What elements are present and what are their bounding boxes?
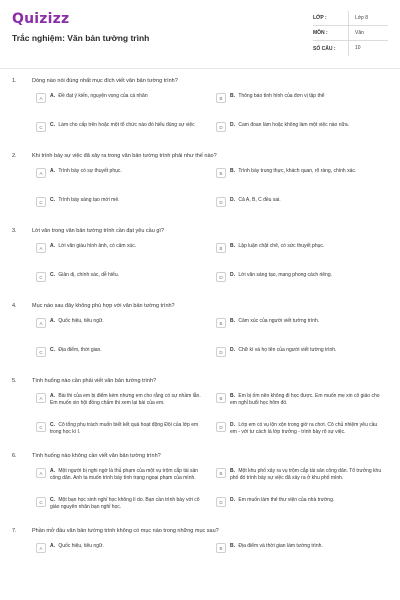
option-text-wrap bbox=[230, 422, 384, 436]
option-letter: A. bbox=[50, 393, 55, 399]
option-letter: D. bbox=[230, 197, 235, 203]
option-letter-badge: B bbox=[216, 543, 226, 553]
option-letter: C. bbox=[50, 197, 55, 203]
option-letter: B. bbox=[230, 168, 235, 174]
option-text: Em muốn làm thẻ thư viện của nhà trường. bbox=[238, 497, 335, 503]
page-title: Trắc nghiệm: Văn bản tường trình bbox=[12, 33, 150, 43]
option-text: Quốc hiệu, tiêu ngữ. bbox=[58, 543, 104, 549]
question-number: 5. bbox=[12, 378, 17, 384]
question-list bbox=[0, 78, 400, 574]
answer-option-a[interactable] bbox=[32, 165, 208, 189]
answer-options bbox=[12, 390, 388, 443]
question-4 bbox=[0, 303, 400, 368]
option-text-wrap bbox=[230, 318, 319, 325]
answer-option-a[interactable] bbox=[32, 240, 208, 264]
answer-options bbox=[12, 165, 388, 218]
option-text-wrap bbox=[230, 93, 324, 100]
option-text: Một người bị nghi ngờ là thủ phạm của một vụ trộm cắp tài sản công dân. Anh ta muốn trình bày tình trạng ngoại phạm của mình. bbox=[50, 468, 199, 481]
option-text-wrap bbox=[230, 543, 323, 550]
option-text-wrap bbox=[50, 422, 204, 436]
option-letter: C. bbox=[50, 422, 55, 428]
question-number: 7. bbox=[12, 528, 17, 534]
meta-label: SỐ CÂU : bbox=[313, 45, 336, 52]
option-text: Lập luận chặt chẽ, có sức thuyết phục. bbox=[238, 243, 325, 249]
option-text: Làm cho cấp trên hoặc một tổ chức nào đó hiểu đúng sự việc bbox=[58, 122, 195, 128]
option-letter-badge: D bbox=[216, 272, 226, 282]
question-header bbox=[12, 528, 388, 534]
option-letter: B. bbox=[230, 318, 235, 324]
question-2 bbox=[0, 153, 400, 218]
option-text-wrap bbox=[50, 497, 204, 511]
option-text-wrap bbox=[230, 497, 334, 504]
question-text: Lời văn trong văn bản tường trình cần đạt yêu cầu gì? bbox=[32, 228, 164, 234]
option-text: Địa điểm, thời gian. bbox=[58, 347, 102, 353]
question-6 bbox=[0, 453, 400, 518]
option-letter-badge: A bbox=[36, 243, 46, 253]
answer-option-d[interactable] bbox=[212, 419, 388, 443]
option-letter-badge: C bbox=[36, 497, 46, 507]
answer-option-d[interactable] bbox=[212, 119, 388, 143]
option-letter: D. bbox=[230, 497, 235, 503]
question-header bbox=[12, 453, 388, 459]
option-letter-badge: A bbox=[36, 468, 46, 478]
meta-table bbox=[313, 11, 388, 56]
option-letter-badge: C bbox=[36, 272, 46, 282]
meta-row-grade bbox=[313, 11, 388, 26]
option-letter: C. bbox=[50, 347, 55, 353]
option-letter: D. bbox=[230, 422, 235, 428]
answer-option-a[interactable] bbox=[32, 390, 208, 414]
meta-row-count bbox=[313, 41, 388, 56]
option-text-wrap bbox=[50, 347, 102, 354]
question-text: Mục nào sau đây không phù hợp với văn bản tường trình? bbox=[32, 303, 175, 309]
answer-option-a[interactable] bbox=[32, 465, 208, 489]
answer-option-b[interactable] bbox=[212, 465, 388, 489]
answer-options bbox=[12, 315, 388, 368]
option-text: Lớp em có vụ lộn xộn trong giờ ra chơi. Cô chủ nhiệm yêu cầu em - với tư cách là lớp trưởng - trình bày rõ sự việc. bbox=[230, 422, 378, 435]
worksheet-header bbox=[0, 0, 400, 68]
option-text: Trình bày có sự thuyết phục. bbox=[58, 168, 122, 174]
option-letter-badge: C bbox=[36, 197, 46, 207]
option-letter-badge: C bbox=[36, 122, 46, 132]
option-text: Cảm xúc của người viết tường trình. bbox=[238, 318, 320, 324]
option-letter-badge: B bbox=[216, 468, 226, 478]
option-letter-badge: B bbox=[216, 318, 226, 328]
answer-option-a[interactable] bbox=[32, 315, 208, 339]
option-letter: A. bbox=[50, 168, 55, 174]
answer-options bbox=[12, 465, 388, 518]
answer-option-d[interactable] bbox=[212, 194, 388, 218]
question-3 bbox=[0, 228, 400, 293]
question-number: 2. bbox=[12, 153, 17, 159]
option-letter-badge: D bbox=[216, 422, 226, 432]
option-letter: D. bbox=[230, 122, 235, 128]
option-letter-badge: C bbox=[36, 347, 46, 357]
option-letter: A. bbox=[50, 243, 55, 249]
option-text-wrap bbox=[230, 347, 336, 354]
question-text: Khi trình bày sự việc đã xảy ra trong văn bản tường trình phải như thế nào? bbox=[32, 153, 217, 159]
option-letter: B. bbox=[230, 393, 235, 399]
question-5 bbox=[0, 378, 400, 443]
option-letter-badge: D bbox=[216, 122, 226, 132]
answer-option-a[interactable] bbox=[32, 540, 208, 564]
option-letter: A. bbox=[50, 318, 55, 324]
option-text-wrap bbox=[50, 93, 148, 100]
option-text: Trình bày trung thực, khách quan, rõ ràng, chính xác. bbox=[238, 168, 357, 174]
answer-option-c[interactable] bbox=[32, 419, 208, 443]
answer-options bbox=[12, 240, 388, 293]
question-text: Phần mở đầu văn bản tường trình không có mục nào trong những mục sau? bbox=[32, 528, 219, 534]
option-letter-badge: B bbox=[216, 93, 226, 103]
meta-label: MÔN : bbox=[313, 30, 328, 36]
option-letter-badge: D bbox=[216, 197, 226, 207]
answer-option-d[interactable] bbox=[212, 344, 388, 368]
option-letter: C. bbox=[50, 122, 55, 128]
meta-value: Văn bbox=[348, 26, 388, 41]
option-text: Một khu phố xảy ra vụ trộm cắp tài sản công dân. Tổ trưởng khu phố đó trình bày sự việc đã xảy ra ở khu phố mình. bbox=[230, 468, 382, 481]
option-text: Thông báo tình hình của đơn vị tập thể bbox=[238, 93, 325, 99]
option-letter: B. bbox=[230, 543, 235, 549]
answer-option-a[interactable] bbox=[32, 90, 208, 114]
option-text-wrap bbox=[50, 318, 104, 325]
answer-option-c[interactable] bbox=[32, 194, 208, 218]
option-text: Quốc hiệu, tiêu ngữ. bbox=[58, 318, 104, 324]
option-letter: C. bbox=[50, 497, 55, 503]
option-letter: D. bbox=[230, 272, 235, 278]
option-text: Cả A, B, C đều sai. bbox=[238, 197, 281, 203]
option-text: Trình bày sáng tạo mới mẻ. bbox=[58, 197, 120, 203]
option-text-wrap bbox=[230, 272, 332, 279]
option-text-wrap bbox=[230, 468, 384, 482]
answer-option-b[interactable] bbox=[212, 90, 388, 114]
option-text-wrap bbox=[50, 168, 122, 175]
option-text-wrap bbox=[50, 468, 204, 482]
option-letter: A. bbox=[50, 543, 55, 549]
answer-option-b[interactable] bbox=[212, 315, 388, 339]
option-text-wrap bbox=[230, 243, 324, 250]
option-text: Một bạn học sinh nghỉ học không lí do. Bạn cần trình bày với cô giáo nguyên nhân bạn nghỉ học. bbox=[50, 497, 200, 510]
option-text: Chữ kí và họ tên của người viết tường trình. bbox=[238, 347, 337, 353]
question-7 bbox=[0, 528, 400, 564]
option-text-wrap bbox=[50, 543, 104, 550]
question-number: 6. bbox=[12, 453, 17, 459]
option-text-wrap bbox=[50, 243, 136, 250]
question-header bbox=[12, 378, 388, 384]
answer-option-d[interactable] bbox=[212, 494, 388, 518]
option-text: Đề đạt ý kiến, nguyện vọng của cá nhân bbox=[58, 93, 148, 99]
answer-option-c[interactable] bbox=[32, 269, 208, 293]
option-letter-badge: B bbox=[216, 393, 226, 403]
question-number: 1. bbox=[12, 78, 17, 84]
question-number: 4. bbox=[12, 303, 17, 309]
question-text: Tình huống nào cần phải viết văn bản tường trình? bbox=[32, 378, 157, 384]
option-letter: B. bbox=[230, 93, 235, 99]
answer-options bbox=[12, 540, 388, 564]
answer-option-b[interactable] bbox=[212, 165, 388, 189]
option-letter: C. bbox=[50, 272, 55, 278]
quizizz-logo[interactable]: Quizizz bbox=[12, 11, 70, 27]
meta-value: Lớp 8 bbox=[348, 11, 388, 26]
question-number: 3. bbox=[12, 228, 17, 234]
option-text-wrap bbox=[230, 168, 356, 175]
option-text-wrap bbox=[50, 393, 204, 407]
option-letter-badge: A bbox=[36, 93, 46, 103]
question-text: Tình huống nào không cần viết văn bản tường trình? bbox=[32, 453, 161, 459]
meta-label: LỚP : bbox=[313, 15, 327, 21]
meta-value: 10 bbox=[348, 41, 388, 56]
answer-option-b[interactable] bbox=[212, 390, 388, 414]
option-text: Lời văn giàu hình ảnh, có cảm xúc. bbox=[58, 243, 137, 249]
option-text: Cô tổng phụ trách muốn biết kết quả hoạt động Đội của lớp em trong học kì I. bbox=[50, 422, 199, 435]
option-letter-badge: A bbox=[36, 168, 46, 178]
question-header bbox=[12, 153, 388, 159]
option-text: Lời văn sáng tạo, mang phong cách riêng. bbox=[238, 272, 333, 278]
option-letter: D. bbox=[230, 347, 235, 353]
question-1 bbox=[0, 78, 400, 143]
question-text: Dòng nào nói đúng nhất mục đích viết văn bản tường trình? bbox=[32, 78, 178, 84]
option-text: Em bị ốm nên không đi học được. Em muốn mẹ xin cô giáo cho em nghỉ buổi học hôm đó. bbox=[230, 393, 380, 406]
question-header bbox=[12, 303, 388, 309]
option-letter: A. bbox=[50, 93, 55, 99]
answer-options bbox=[12, 90, 388, 143]
header-divider bbox=[0, 68, 400, 69]
option-letter-badge: D bbox=[216, 347, 226, 357]
option-text-wrap bbox=[50, 272, 119, 279]
meta-row-subject bbox=[313, 26, 388, 41]
answer-option-b[interactable] bbox=[212, 240, 388, 264]
option-text-wrap bbox=[50, 197, 120, 204]
option-letter-badge: C bbox=[36, 422, 46, 432]
option-text: Giản dị, chính xác, dễ hiểu. bbox=[58, 272, 119, 278]
option-letter: B. bbox=[230, 243, 235, 249]
option-letter-badge: A bbox=[36, 543, 46, 553]
option-text-wrap bbox=[230, 393, 384, 407]
option-text-wrap bbox=[230, 197, 281, 204]
option-letter-badge: A bbox=[36, 318, 46, 328]
option-text-wrap bbox=[230, 122, 349, 129]
answer-option-c[interactable] bbox=[32, 119, 208, 143]
question-header bbox=[12, 228, 388, 234]
option-text-wrap bbox=[50, 122, 195, 129]
option-letter: A. bbox=[50, 468, 55, 474]
option-text: Địa điểm và thời gian làm tường trình. bbox=[238, 543, 323, 549]
answer-option-d[interactable] bbox=[212, 269, 388, 293]
answer-option-c[interactable] bbox=[32, 344, 208, 368]
answer-option-c[interactable] bbox=[32, 494, 208, 518]
option-letter-badge: B bbox=[216, 168, 226, 178]
question-header bbox=[12, 78, 388, 84]
option-text: Cam đoan làm hoặc không làm một việc nào nữa. bbox=[238, 122, 350, 128]
option-letter-badge: D bbox=[216, 497, 226, 507]
answer-option-b[interactable] bbox=[212, 540, 388, 564]
option-letter: B. bbox=[230, 468, 235, 474]
option-text: Bài thi của em bị điểm kém nhưng em cho rằng có sự nhầm lẫn. Em muốn xin hội đồng chấm thi xem lại bài của em. bbox=[50, 393, 201, 406]
option-letter-badge: B bbox=[216, 243, 226, 253]
option-letter-badge: A bbox=[36, 393, 46, 403]
